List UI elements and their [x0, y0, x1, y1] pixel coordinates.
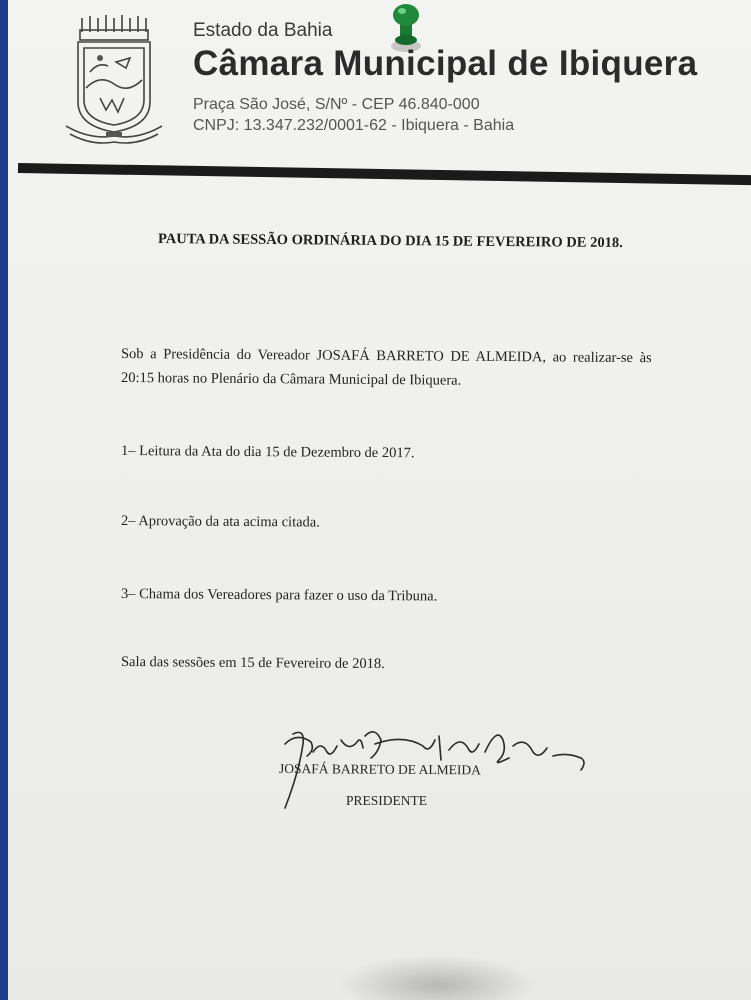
agenda-item-2: 2– Aprovação da ata acima citada. [120, 513, 320, 531]
agenda-item-3: 3– Chama dos Vereadores para fazer o uso da Tribuna. [120, 586, 438, 605]
municipal-crest-icon [60, 14, 168, 144]
document-page [8, 0, 751, 1000]
closing-line: Sala das sessões em 15 de Fevereiro de 2018. [120, 654, 385, 673]
handwritten-signature [263, 722, 603, 812]
address-line: Praça São José, S/Nº - CEP 46.840-000 [193, 96, 480, 113]
cnpj-line: CNPJ: 13.347.232/0001-62 - Ibiquera - Bahia [193, 117, 515, 134]
intro-line-1: Sob a Presidência do Vereador JOSAFÁ BARRETO DE ALMEIDA, ao realizar-se às [120, 346, 652, 367]
state-label: Estado da Bahia [193, 20, 333, 41]
paper-shadow [338, 955, 538, 1000]
document-title: PAUTA DA SESSÃO ORDINÁRIA DO DIA 15 DE FEVEREIRO DE 2018. [157, 231, 623, 252]
signatory-role: PRESIDENTE [346, 793, 427, 808]
intro-line-2: 20:15 horas no Plenário da Câmara Municipal de Ibiquera. [120, 370, 462, 389]
institution-name: Câmara Municipal de Ibiquera [193, 44, 698, 83]
header-divider [18, 163, 751, 186]
signatory-name: JOSAFÁ BARRETO DE ALMEIDA [278, 761, 481, 778]
agenda-item-1: 1– Leitura da Ata do dia 15 de Dezembro de 2017. [120, 443, 415, 462]
